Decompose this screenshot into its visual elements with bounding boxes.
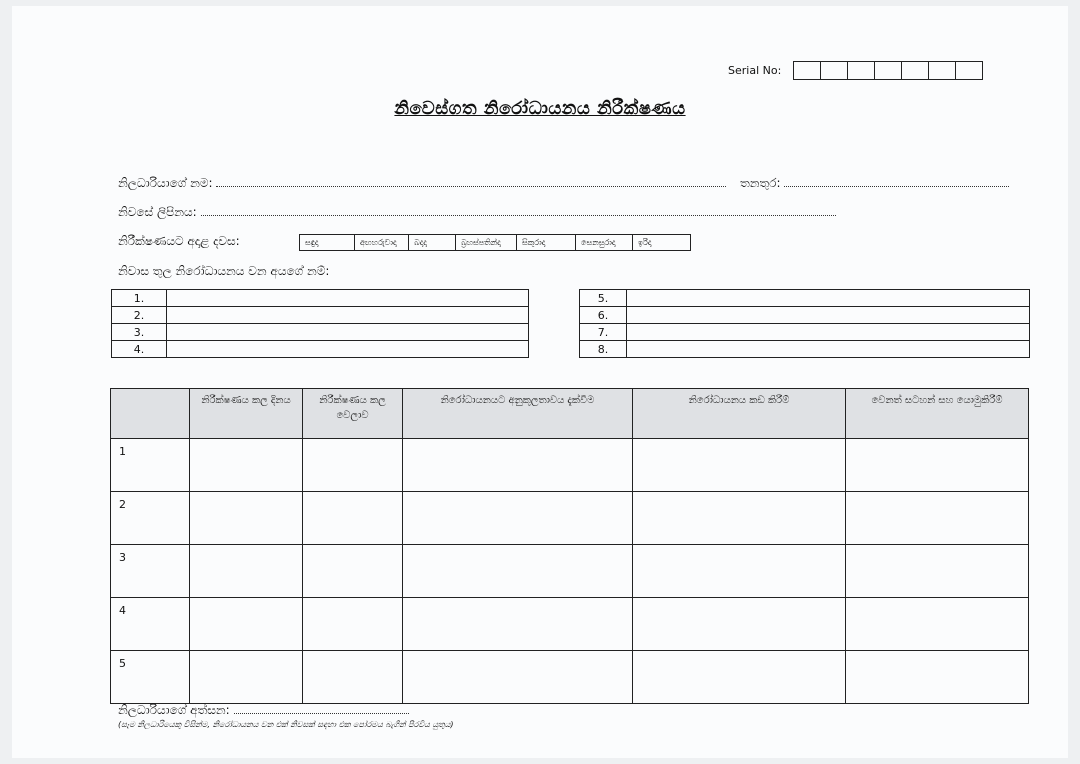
- serial-box[interactable]: [874, 61, 902, 80]
- day-option[interactable]: බ්‍රහස්පතින්දා: [455, 234, 517, 251]
- serial-box[interactable]: [901, 61, 929, 80]
- day-option[interactable]: ඉරිදා: [632, 234, 691, 251]
- name-number: 5.: [580, 290, 627, 307]
- table-cell[interactable]: [303, 439, 403, 492]
- day-option[interactable]: සිකුරාදා: [516, 234, 576, 251]
- serial-box[interactable]: [928, 61, 956, 80]
- inspection-table: [110, 388, 1029, 704]
- inspection-day-label: නිරීක්ෂණයට අදාළ දවස:: [118, 234, 240, 248]
- officer-name-row: [118, 176, 726, 191]
- name-row: [580, 307, 1030, 324]
- position-field[interactable]: [784, 176, 1009, 187]
- table-cell[interactable]: [403, 651, 633, 704]
- name-row: [112, 307, 529, 324]
- table-cell[interactable]: [303, 651, 403, 704]
- header-cell: [111, 389, 190, 439]
- address-field[interactable]: [201, 205, 836, 216]
- day-selector: [300, 234, 691, 251]
- quarantined-names-label: නිවාස තුල නිරෝධායනය වන අයගේ නම්:: [118, 264, 330, 278]
- position-label: තනතුර:: [740, 176, 781, 190]
- signature-label: නිලධාරියාගේ අත්සන:: [118, 703, 230, 717]
- row-number: 4: [111, 598, 190, 651]
- table-cell[interactable]: [846, 439, 1029, 492]
- signature-row: [118, 703, 409, 718]
- name-cell[interactable]: [627, 324, 1030, 341]
- name-number: 7.: [580, 324, 627, 341]
- form-note: (සෑම නිලධාරියෙකු විසින්ම, නිරෝධායනය වන එක් නිවසක් සඳහා එක පෝරමය බැගින් පිරවිය යුතුය): [118, 720, 454, 729]
- day-option[interactable]: සඳුදා: [299, 234, 355, 251]
- day-option[interactable]: අඟහරුවාදා: [354, 234, 409, 251]
- address-row: [118, 205, 836, 220]
- name-row: [580, 290, 1030, 307]
- name-cell[interactable]: [167, 290, 529, 307]
- row-number: 3: [111, 545, 190, 598]
- table-row: [111, 492, 1029, 545]
- table-cell[interactable]: [190, 492, 303, 545]
- table-cell[interactable]: [633, 545, 846, 598]
- serial-boxes[interactable]: [794, 61, 983, 80]
- header-violations: නිරෝධායනය කඩ කිරීම්: [633, 389, 846, 439]
- table-cell[interactable]: [846, 651, 1029, 704]
- name-cell[interactable]: [627, 307, 1030, 324]
- day-option[interactable]: සෙනසුරාදා: [575, 234, 633, 251]
- table-cell[interactable]: [403, 492, 633, 545]
- name-number: 1.: [112, 290, 167, 307]
- table-cell[interactable]: [190, 439, 303, 492]
- signature-field[interactable]: [234, 703, 409, 714]
- name-row: [112, 341, 529, 358]
- name-cell[interactable]: [167, 307, 529, 324]
- table-cell[interactable]: [846, 492, 1029, 545]
- name-cell[interactable]: [627, 290, 1030, 307]
- name-row: [580, 324, 1030, 341]
- row-number: 1: [111, 439, 190, 492]
- name-number: 6.: [580, 307, 627, 324]
- table-header-row: [111, 389, 1029, 439]
- row-number: 5: [111, 651, 190, 704]
- name-row: [112, 324, 529, 341]
- names-table-left: [111, 289, 529, 358]
- table-cell[interactable]: [190, 598, 303, 651]
- table-cell[interactable]: [403, 545, 633, 598]
- row-number: 2: [111, 492, 190, 545]
- serial-box[interactable]: [820, 61, 848, 80]
- table-cell[interactable]: [303, 492, 403, 545]
- table-cell[interactable]: [190, 545, 303, 598]
- table-row: [111, 598, 1029, 651]
- header-date: නිරීක්ෂණය කල දිනය: [190, 389, 303, 439]
- name-cell[interactable]: [167, 324, 529, 341]
- serial-box[interactable]: [955, 61, 983, 80]
- serial-box[interactable]: [847, 61, 875, 80]
- table-row: [111, 439, 1029, 492]
- table-cell[interactable]: [633, 598, 846, 651]
- day-option[interactable]: බදාදා: [408, 234, 456, 251]
- table-cell[interactable]: [403, 439, 633, 492]
- name-row: [112, 290, 529, 307]
- header-time: නිරීක්ෂණය කල වෙලාව: [303, 389, 403, 439]
- name-cell[interactable]: [627, 341, 1030, 358]
- table-cell[interactable]: [846, 545, 1029, 598]
- name-number: 3.: [112, 324, 167, 341]
- header-notes: වෙනත් සටහන් සහ යොමුකිරීම්: [846, 389, 1029, 439]
- name-cell[interactable]: [167, 341, 529, 358]
- name-number: 4.: [112, 341, 167, 358]
- table-cell[interactable]: [846, 598, 1029, 651]
- position-row: [740, 176, 1009, 191]
- table-cell[interactable]: [403, 598, 633, 651]
- table-cell[interactable]: [190, 651, 303, 704]
- names-table-right: [579, 289, 1030, 358]
- header-compliance: නිරෝධායනයට අනුකුලතාවය දැක්වීම: [403, 389, 633, 439]
- name-row: [580, 341, 1030, 358]
- name-number: 8.: [580, 341, 627, 358]
- table-row: [111, 651, 1029, 704]
- form-title: නිවෙස්ගත නිරෝධායනය නිරීක්ෂණය: [394, 98, 686, 119]
- serial-box[interactable]: [793, 61, 821, 80]
- table-cell[interactable]: [633, 651, 846, 704]
- table-cell[interactable]: [633, 492, 846, 545]
- name-number: 2.: [112, 307, 167, 324]
- officer-name-label: නිලධාරියාගේ නම:: [118, 176, 213, 190]
- table-cell[interactable]: [303, 598, 403, 651]
- address-label: නිවසේ ලිපිනය:: [118, 205, 197, 219]
- serial-label: Serial No:: [728, 64, 782, 77]
- table-cell[interactable]: [633, 439, 846, 492]
- table-cell[interactable]: [303, 545, 403, 598]
- table-row: [111, 545, 1029, 598]
- officer-name-field[interactable]: [216, 176, 726, 187]
